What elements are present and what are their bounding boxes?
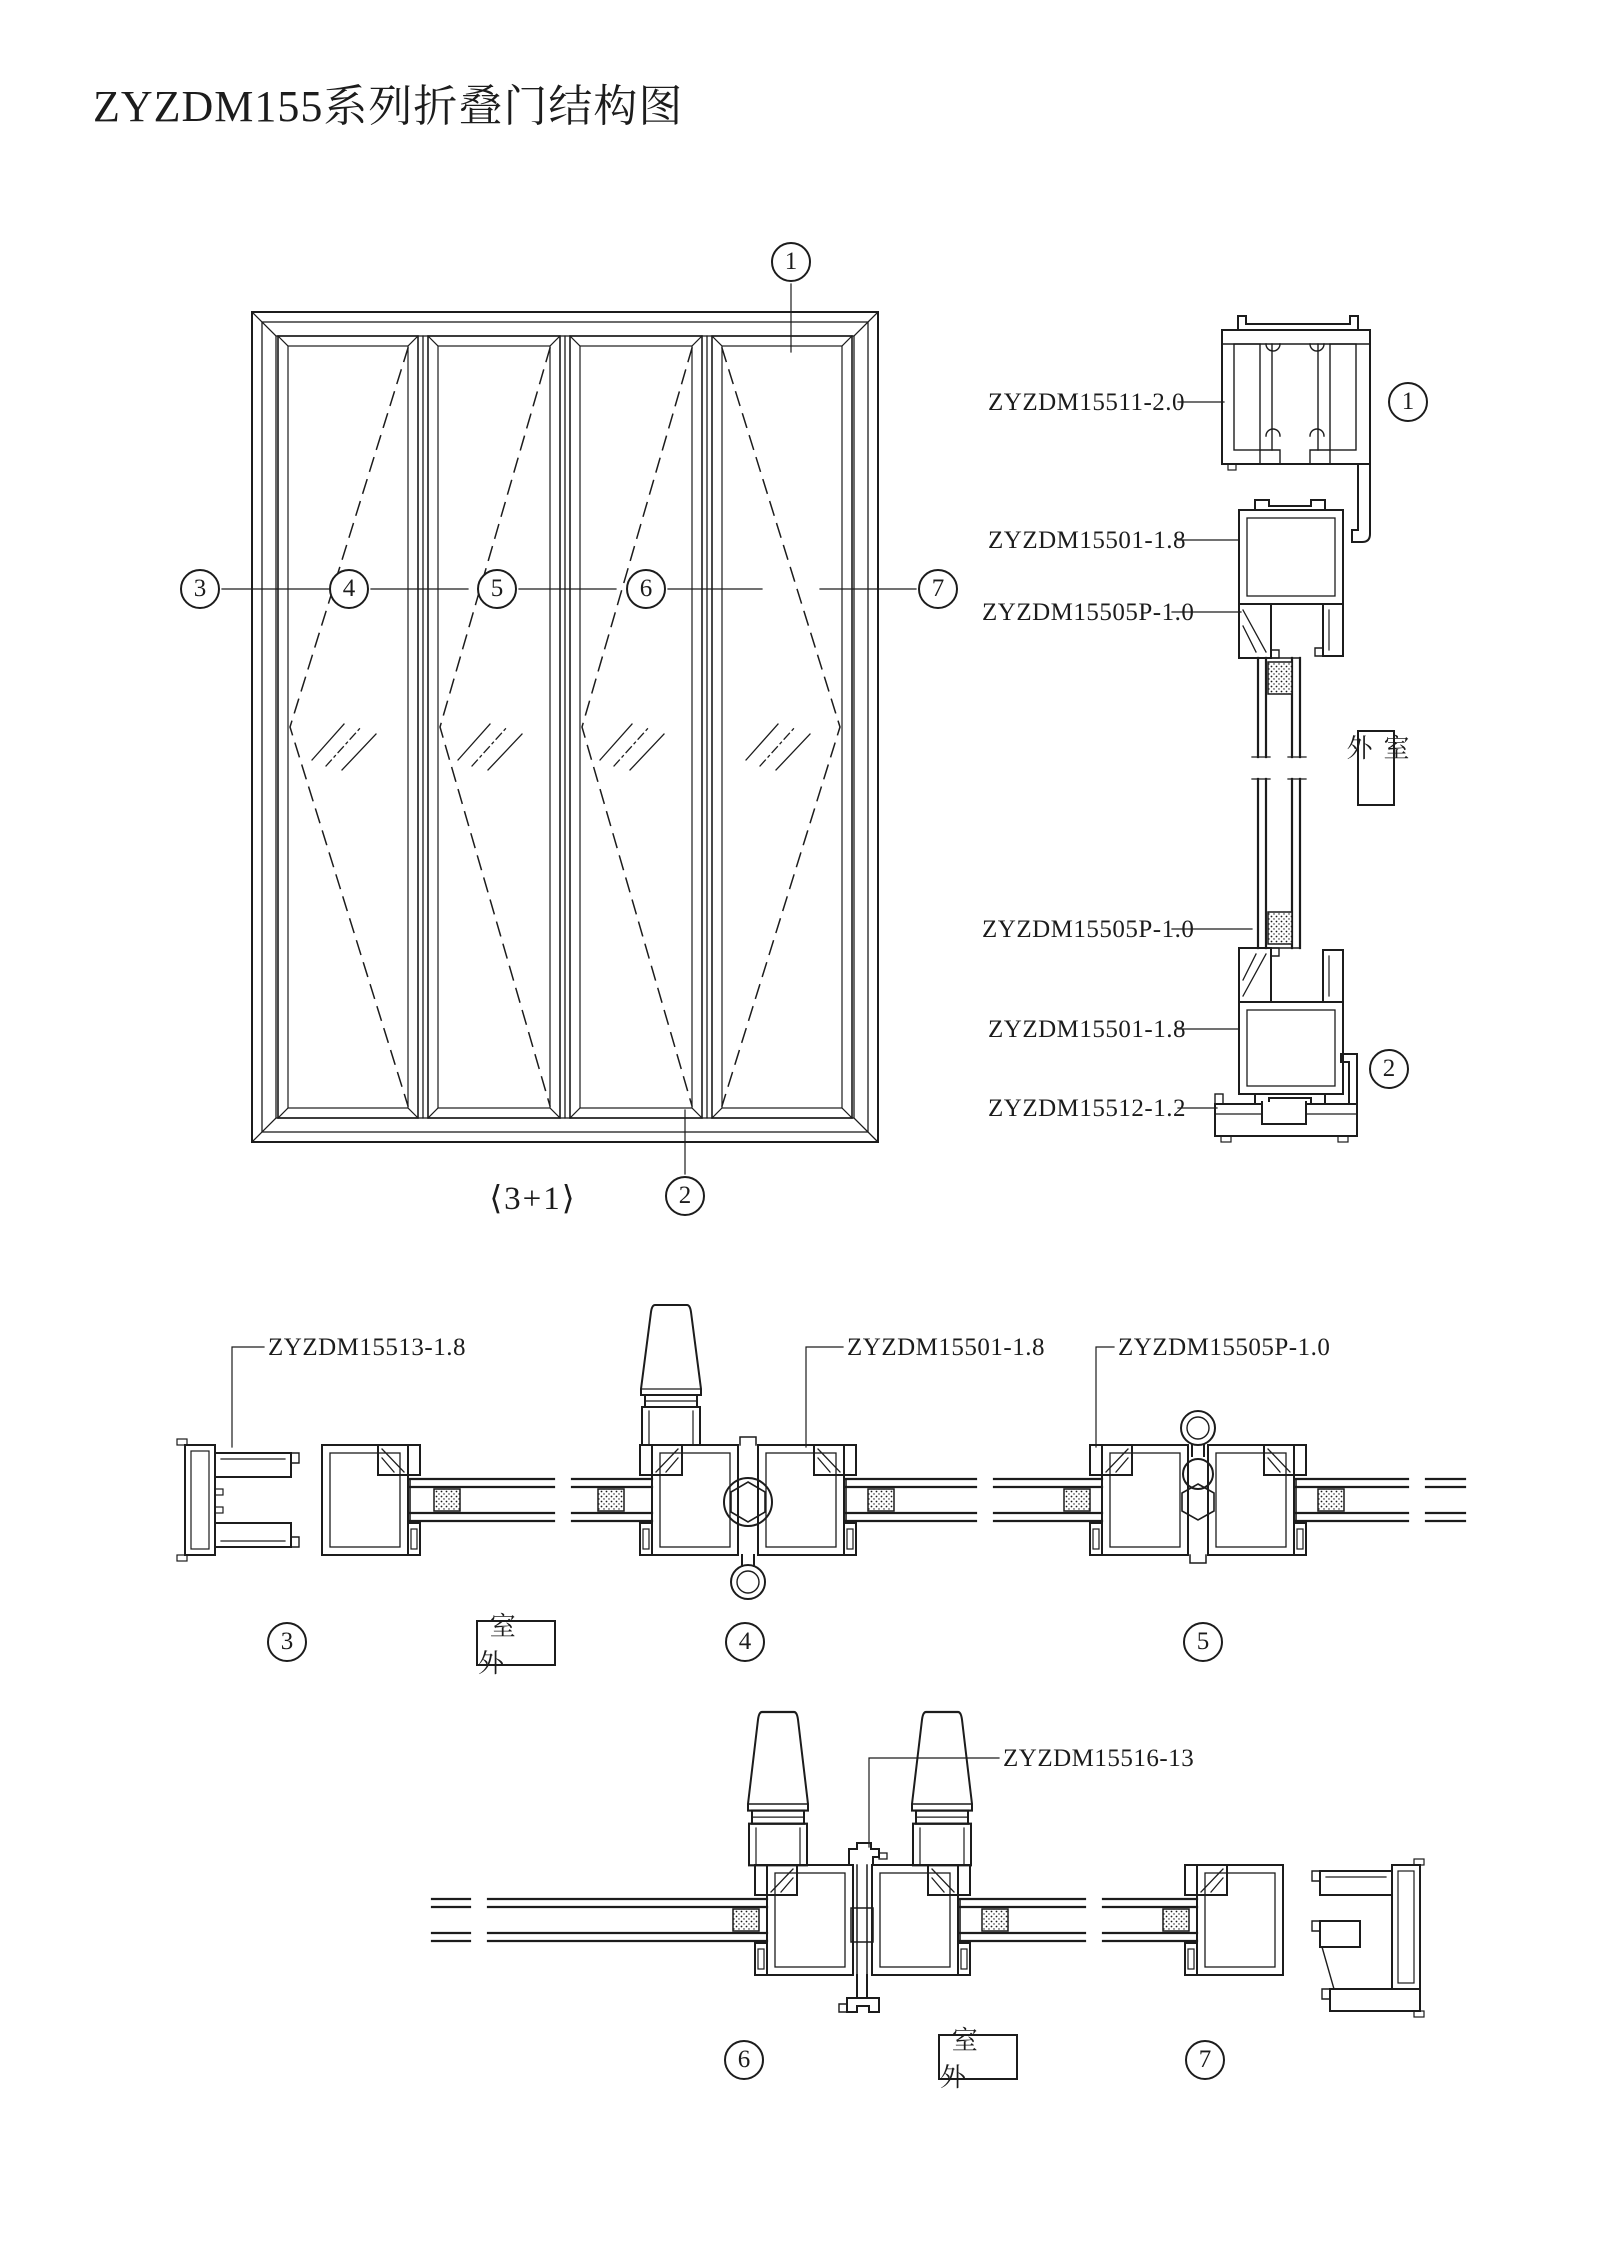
- row1-leaders: [232, 1347, 1114, 1447]
- outdoor-label-section: 室外: [1357, 730, 1395, 806]
- panel-2: [428, 336, 560, 1118]
- callout-6-elevation: 6: [626, 569, 666, 609]
- callout-7-elevation: 7: [918, 569, 958, 609]
- callout-4-elevation: 4: [329, 569, 369, 609]
- label-sash-mid: ZYZDM15501-1.8: [847, 1334, 1045, 1361]
- label-bead-bottom: ZYZDM15505P-1.0: [982, 916, 1195, 943]
- label-bead-top: ZYZDM15505P-1.0: [982, 599, 1195, 626]
- sash-detail7: [1185, 1865, 1283, 1975]
- glazing-bead-bottom: [1239, 948, 1279, 1002]
- label-top-track: ZYZDM15511-2.0: [988, 389, 1186, 416]
- callout-5-detail: 5: [1183, 1622, 1223, 1662]
- handle-detail6-left: [748, 1712, 808, 1865]
- handle-detail4: [641, 1305, 701, 1445]
- callout-2-elevation: 2: [665, 1176, 705, 1216]
- hinge-detail4: [724, 1437, 772, 1599]
- label-side-jamb: ZYZDM15513-1.8: [268, 1334, 466, 1361]
- top-sash-profile: [1239, 500, 1343, 658]
- callout-3-elevation: 3: [180, 569, 220, 609]
- callout-2-section: 2: [1369, 1049, 1409, 1089]
- label-sash-bottom: ZYZDM15501-1.8: [988, 1016, 1186, 1043]
- label-sash-top: ZYZDM15501-1.8: [988, 527, 1186, 554]
- hinge-detail5: [1181, 1411, 1215, 1563]
- sash-detail3: [322, 1445, 420, 1555]
- door-panels: [278, 336, 852, 1118]
- panel-3: [570, 336, 702, 1118]
- callout-3-detail: 3: [267, 1622, 307, 1662]
- end-jamb-profile: [1312, 1859, 1424, 2017]
- horizontal-sections-row2: [432, 1712, 1424, 2017]
- configuration-label: ⟨3+1⟩: [489, 1181, 577, 1217]
- elevation-leaders: [222, 284, 916, 1174]
- spacer-block: [1268, 912, 1292, 944]
- callout-5-elevation: 5: [477, 569, 517, 609]
- top-track-profile: [1222, 316, 1370, 542]
- bottom-sash-profile: [1239, 948, 1343, 1104]
- panel-4: [712, 336, 852, 1118]
- callout-1-elevation: 1: [771, 242, 811, 282]
- sash-detail5-left: [1090, 1445, 1188, 1555]
- glass-strips-row2: [432, 1899, 1197, 1941]
- outdoor-label-row1: 室外: [476, 1620, 556, 1666]
- mullion-lines: [423, 336, 707, 1118]
- side-jamb-profile: [177, 1439, 299, 1561]
- break-symbol: [1252, 757, 1306, 779]
- label-connector: ZYZDM15516-13: [1003, 1745, 1195, 1772]
- handle-detail6-right: [912, 1712, 972, 1865]
- callout-7-detail: 7: [1185, 2040, 1225, 2080]
- sash-detail6-left: [755, 1865, 853, 1975]
- callout-4-detail: 4: [725, 1622, 765, 1662]
- sash-detail5-right: [1208, 1445, 1306, 1555]
- elevation-view: [222, 284, 916, 1174]
- glass-strips-row1: [410, 1479, 1465, 1521]
- glass-unit-vertical: [1252, 658, 1306, 948]
- glazing-bead-top: [1239, 604, 1279, 658]
- spacer-block: [1268, 662, 1292, 694]
- sash-detail6-right: [872, 1865, 970, 1975]
- label-bottom-track: ZYZDM15512-1.2: [988, 1095, 1186, 1122]
- page-title: ZYZDM155系列折叠门结构图: [93, 82, 684, 131]
- callout-1-section: 1: [1388, 382, 1428, 422]
- panel-1: [278, 336, 418, 1118]
- glass-hatch-marks: [312, 724, 810, 770]
- outdoor-label-row2: 室外: [938, 2034, 1018, 2080]
- vertical-section: [1172, 316, 1370, 1142]
- row2-leaders: [869, 1758, 999, 1847]
- callout-6-detail: 6: [724, 2040, 764, 2080]
- label-bead-mid: ZYZDM15505P-1.0: [1118, 1334, 1331, 1361]
